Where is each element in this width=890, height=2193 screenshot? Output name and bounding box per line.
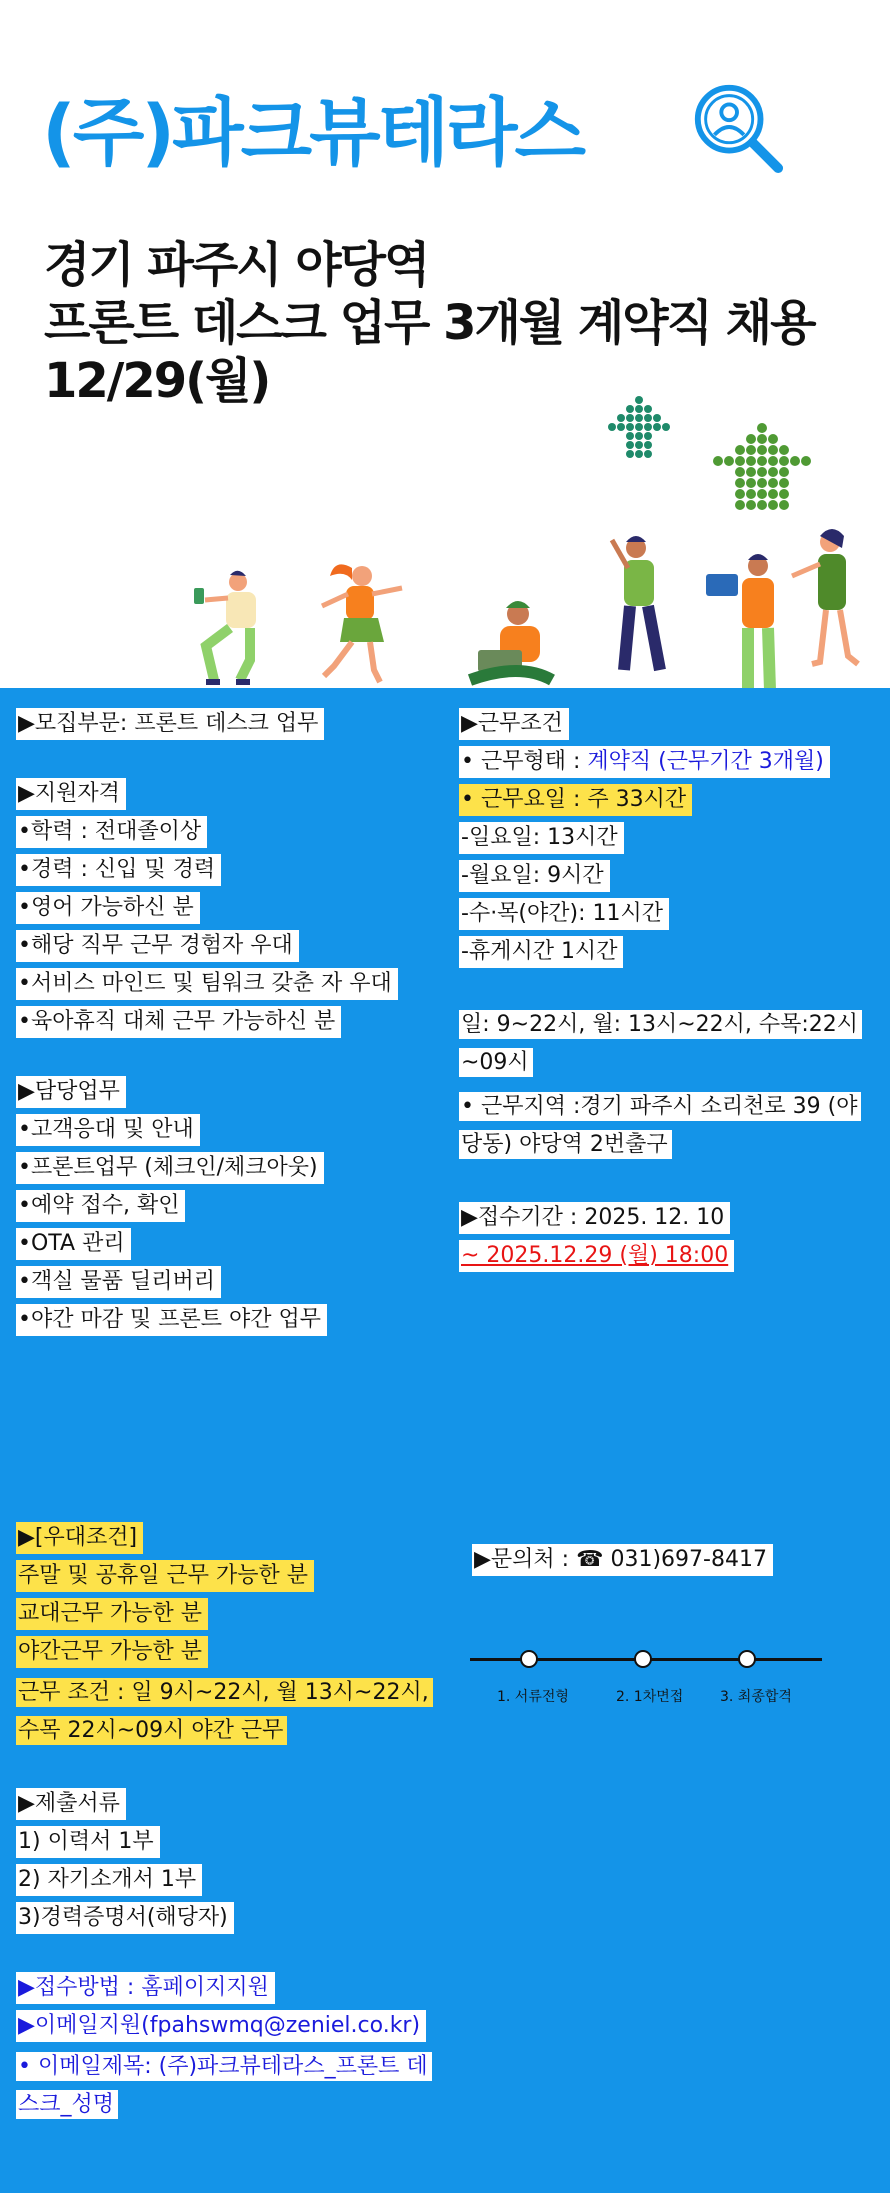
dotted-arrow-large bbox=[713, 423, 811, 510]
hours-monday: -월요일: 9시간 bbox=[459, 860, 610, 892]
qualification-item: •학력 : 전대졸이상 bbox=[16, 816, 207, 848]
document-item: 3)경력증명서(해당자) bbox=[16, 1902, 234, 1934]
recruit-section: ▶모집부문: 프론트 데스크 업무 bbox=[16, 708, 324, 740]
headline-line-2: 프론트 데스크 업무 3개월 계약직 채용 bbox=[44, 295, 815, 351]
preferred-item: 교대근무 가능한 분 bbox=[16, 1598, 208, 1630]
preferred-item: 야간근무 가능한 분 bbox=[16, 1636, 208, 1668]
person-waving bbox=[792, 529, 858, 664]
headline-line-1: 경기 파주시 야당역 bbox=[44, 237, 429, 293]
duty-item: •야간 마감 및 프론트 야간 업무 bbox=[16, 1304, 327, 1336]
preferred-heading: ▶[우대조건] bbox=[16, 1522, 143, 1554]
duty-item: •고객응대 및 안내 bbox=[16, 1114, 200, 1146]
document-item: 2) 자기소개서 1부 bbox=[16, 1864, 202, 1896]
application-period: ▶접수기간 : 2025. 12. 10 bbox=[459, 1202, 730, 1234]
qualification-item: •경력 : 신입 및 경력 bbox=[16, 854, 221, 886]
work-location: • 근무지역 :경기 파주시 소리천로 39 (야당동) 야당역 2번출구 bbox=[459, 1092, 861, 1159]
step-label: 1. 서류전형 bbox=[497, 1689, 569, 1705]
step-dot bbox=[520, 1650, 538, 1668]
headline-line-3: 12/29(월) bbox=[44, 353, 270, 409]
search-person-icon bbox=[688, 78, 786, 176]
duty-item: •OTA 관리 bbox=[16, 1228, 131, 1260]
left-column-top bbox=[16, 708, 436, 1342]
company-name: (주)파크뷰테라스 bbox=[42, 90, 584, 176]
header-section bbox=[0, 0, 890, 688]
qualification-item: •해당 직무 근무 경험자 우대 bbox=[16, 930, 299, 962]
work-type bbox=[459, 746, 830, 778]
hiring-steps bbox=[470, 1640, 822, 1705]
deadline-text: ~ 2025.12.29 (월) 18:00 bbox=[461, 1243, 729, 1268]
step-dot bbox=[738, 1650, 756, 1668]
work-type-label: • 근무형태 : bbox=[461, 749, 588, 774]
duty-item: •예약 접수, 확인 bbox=[16, 1190, 185, 1222]
qualification-item: •영어 가능하신 분 bbox=[16, 892, 200, 924]
break-time: -휴게시간 1시간 bbox=[459, 936, 623, 968]
hours-sunday: -일요일: 13시간 bbox=[459, 822, 624, 854]
person-pointing bbox=[612, 536, 660, 670]
email-subject: • 이메일제목: (주)파크뷰테라스_프론트 데스크_성명 bbox=[16, 2052, 432, 2119]
qualification-item: •육아휴직 대체 근무 가능하신 분 bbox=[16, 1006, 341, 1038]
left-column-bottom bbox=[16, 1522, 446, 2130]
apply-method: ▶접수방법 : 홈페이지지원 bbox=[16, 1972, 275, 2004]
person-tablet bbox=[706, 554, 774, 688]
step-label: 3. 최종합격 bbox=[720, 1689, 792, 1705]
duty-item: •프론트업무 (체크인/체크아웃) bbox=[16, 1152, 324, 1184]
duties-heading: ▶담당업무 bbox=[16, 1076, 126, 1108]
contact-info: ▶문의처 : ☎ 031)697-8417 bbox=[472, 1544, 773, 1576]
work-type-period: (근무기간 3개월) bbox=[651, 749, 824, 774]
step-label: 2. 1차면접 bbox=[616, 1689, 684, 1705]
person-laptop-sitting bbox=[470, 601, 552, 680]
dotted-arrow-small bbox=[608, 396, 670, 458]
person-phone bbox=[194, 571, 256, 682]
qualification-item: •서비스 마인드 및 팀워크 갖춘 자 우대 bbox=[16, 968, 398, 1000]
documents-heading: ▶제출서류 bbox=[16, 1788, 126, 1820]
document-item: 1) 이력서 1부 bbox=[16, 1826, 160, 1858]
right-column-top bbox=[459, 708, 874, 1278]
duty-item: •객실 물품 딜리버리 bbox=[16, 1266, 221, 1298]
person-running bbox=[322, 564, 402, 682]
conditions-heading: ▶근무조건 bbox=[459, 708, 569, 740]
application-deadline bbox=[459, 1240, 734, 1272]
people-illustration bbox=[0, 380, 890, 688]
hours-wed-thu: -수·목(야간): 11시간 bbox=[459, 898, 669, 930]
preferred-detail: 근무 조건 : 일 9시~22시, 월 13시~22시, 수목 22시~09시 야간 근무 bbox=[16, 1678, 433, 1745]
work-days: • 근무요일 : 주 33시간 bbox=[459, 784, 692, 816]
qualification-heading: ▶지원자격 bbox=[16, 778, 126, 810]
right-column-bottom bbox=[472, 1544, 852, 1582]
work-schedule: 일: 9~22시, 월: 13시~22시, 수목:22시 ~09시 bbox=[459, 1010, 862, 1077]
step-dot bbox=[634, 1650, 652, 1668]
apply-email[interactable]: ▶이메일지원(fpahswmq@zeniel.co.kr) bbox=[16, 2010, 426, 2042]
work-type-value: 계약직 bbox=[587, 749, 652, 774]
preferred-item: 주말 및 공휴일 근무 가능한 분 bbox=[16, 1560, 314, 1592]
